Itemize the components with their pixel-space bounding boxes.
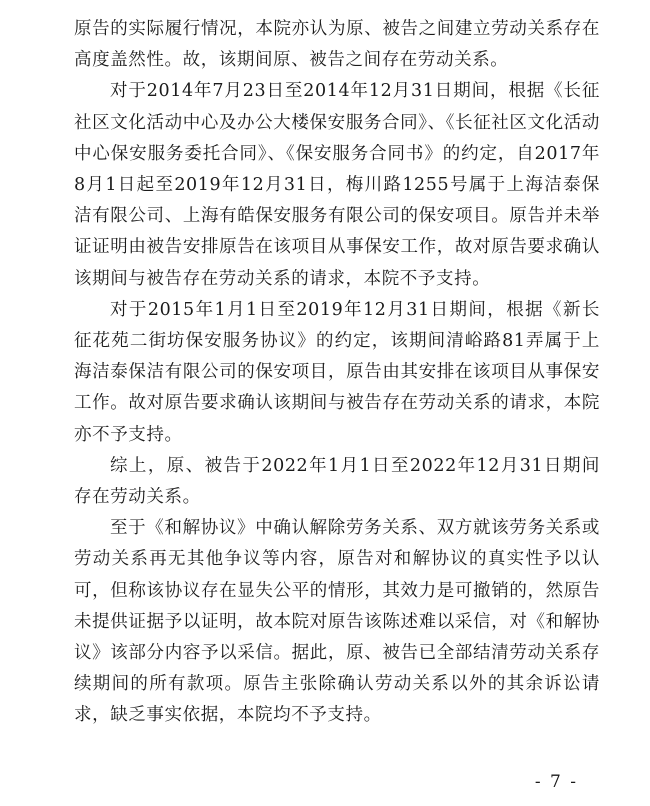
- paragraph-5: 至于《和解协议》中确认解除劳务关系、双方就该劳务关系或劳动关系再无其他争议等内容，原告对和解协议的真实性予以认可，但称该协议存在显失公平的情形，其效力是可撤销的，然原告未提供证据予以证明，故本院对原告该陈述难以采信，对《和解协议》该部分内容予以采信。据此，原、被告已全部结清劳动关系存续期间的所有款项。原告主张除确认劳动关系以外的其余诉讼请求，缺乏事实依据，本院均不予支持。: [74, 518, 600, 726]
- paragraph-3: 对于2015年1月1日至2019年12月31日期间，根据《新长征花苑二街坊保安服务协议》的约定，该期间清峪路81弄属于上海洁泰保洁有限公司的保安项目，原告由其安排在该项目从事保安工作。故对原告要求确认该期间与被告存在劳动关系的请求，本院亦不予支持。: [74, 299, 600, 445]
- paragraph-4: 综上，原、被告于2022年1月1日至2022年12月31日期间存在劳动关系。: [74, 455, 600, 508]
- paragraph-2: 对于2014年7月23日至2014年12月31日期间，根据《长征社区文化活动中心及办公大楼保安服务合同》、《长征社区文化活动中心保安服务委托合同》、《保安服务合同书》的约定，自2017年8月1日起至2019年12月31日，梅川路1255号属于上海洁泰保洁有限公司、上海有皓保安服务有限公司的保安项目。原告并未举证证明由被告安排原告在该项目从事保安工作，故对原告要求确认该期间与被告存在劳动关系的请求，本院不予支持。: [74, 81, 600, 289]
- page-number: - 7 -: [534, 772, 578, 792]
- paragraph-1: 原告的实际履行情况，本院亦认为原、被告之间建立劳动关系存在高度盖然性。故，该期间原、被告之间存在劳动关系。: [74, 19, 600, 71]
